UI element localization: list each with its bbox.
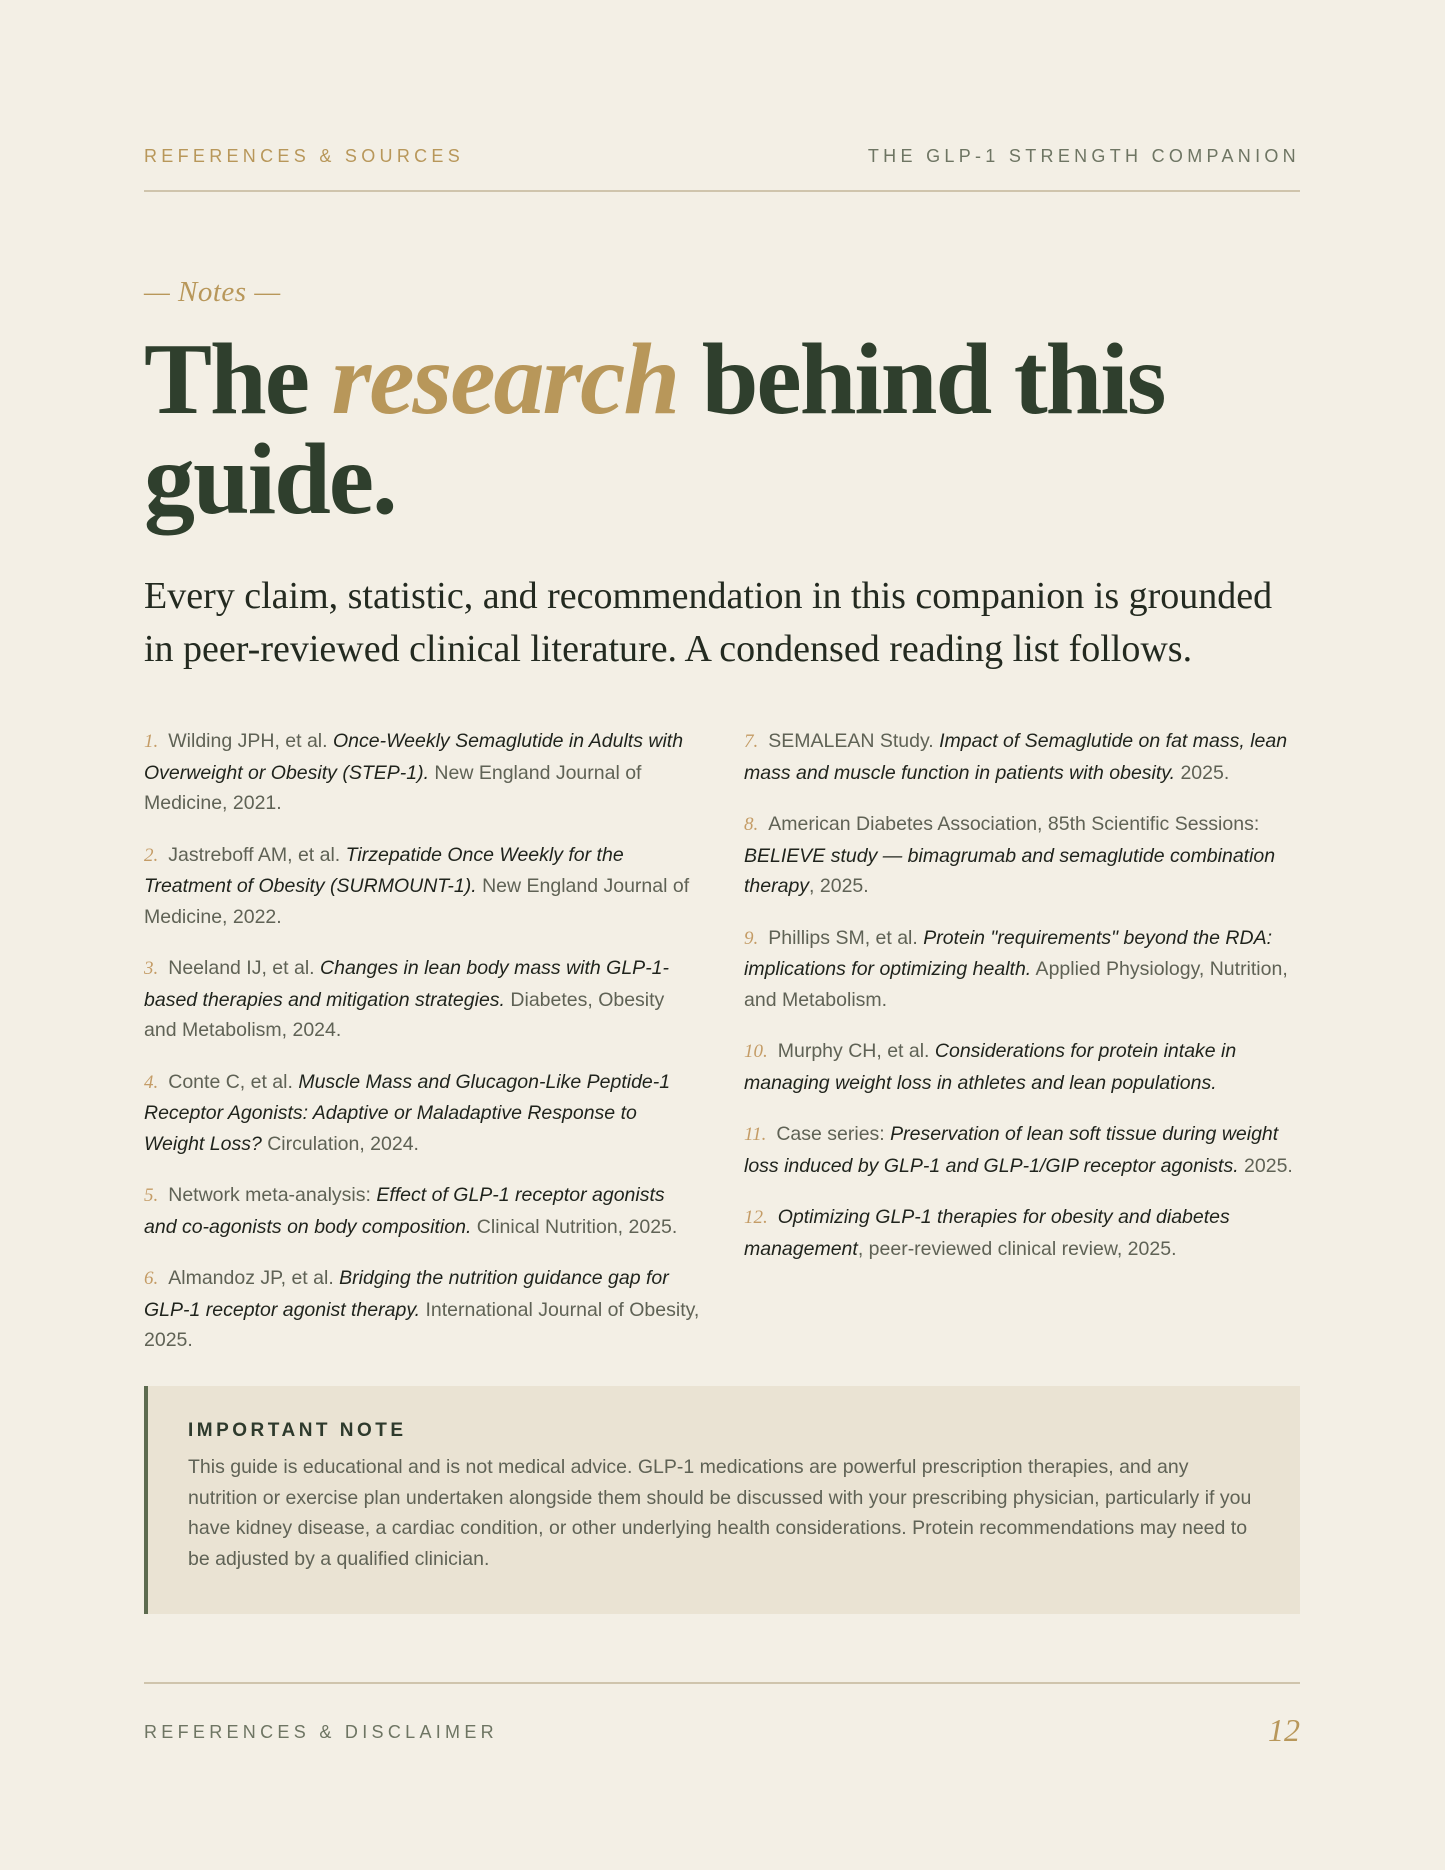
reference-item	[744, 726, 1300, 788]
footer-divider	[144, 1682, 1300, 1684]
reference-number: 9.	[744, 927, 759, 949]
important-note-callout	[144, 1386, 1300, 1614]
reference-source: Circulation, 2024.	[261, 1132, 419, 1155]
reference-item	[744, 923, 1300, 1016]
running-header	[144, 146, 1300, 167]
reference-number: 11.	[744, 1124, 767, 1145]
reference-column-right	[744, 726, 1300, 1377]
reference-item	[144, 1180, 700, 1242]
reference-source: New England Journal of Medicine, 2022.	[144, 875, 690, 928]
title-part-after: behind this guide.	[144, 323, 1165, 536]
reference-title: Once-Weekly Semaglutide in Adults with Overweight or Obesity (STEP-1).	[144, 730, 684, 784]
reference-title: Optimizing GLP-1 therapies for obesity and diabetes management	[744, 1206, 1230, 1260]
reference-title: Protein "requirements" beyond the RDA: implications for optimizing health.	[744, 926, 1273, 980]
title-part-before: The	[144, 323, 332, 436]
reference-number: 3.	[144, 958, 159, 979]
reference-item	[744, 1036, 1300, 1098]
reference-item	[144, 726, 700, 819]
reference-source: Applied Physiology, Nutrition, and Metabolism.	[744, 958, 1288, 1011]
reference-list	[144, 726, 1300, 1377]
reference-source: Diabetes, Obesity and Metabolism, 2024.	[144, 988, 665, 1041]
reference-author: Almandoz JP, et al.	[168, 1267, 340, 1289]
reference-title: BELIEVE study — bimagrumab and semaglutide combination therapy	[744, 844, 1276, 897]
page-number: 12	[1268, 1712, 1300, 1748]
reference-author: Phillips SM, et al.	[768, 926, 924, 949]
reference-title: Muscle Mass and Glucagon-Like Peptide-1 Receptor Agonists: Adaptive or Maladaptive Response to Weight Loss?	[144, 1070, 671, 1155]
reference-number: 10.	[744, 1041, 768, 1062]
reference-source: 2025.	[1175, 761, 1230, 784]
reference-author: Jastreboff AM, et al.	[168, 843, 346, 866]
note-body: This guide is educational and is not medical advice. GLP-1 medications are powerful prescription therapies, and any nutrition or exercise plan undertaken alongside them should be discussed with your prescribing physician, particularly if you have kidney disease, a cardiac condition, or other underlying health considerations. Protein recommendations may need to be adjusted by a qualified clinician.	[188, 1456, 1252, 1570]
reference-title: Tirzepatide Once Weekly for the Treatment of Obesity (SURMOUNT-1).	[144, 843, 624, 897]
reference-item	[144, 953, 700, 1046]
reference-author: Conte C, et al.	[168, 1070, 299, 1093]
reference-title: Bridging the nutrition guidance gap for GLP-1 receptor agonist therapy.	[144, 1267, 669, 1321]
reference-item	[744, 809, 1300, 902]
header-section-label: REFERENCES & SOURCES	[144, 146, 465, 166]
reference-author: Neeland IJ, et al.	[168, 957, 321, 979]
reference-item	[144, 1263, 700, 1356]
reference-author: American Diabetes Association, 85th Scientific Sessions:	[768, 813, 1260, 835]
reference-item	[744, 1202, 1300, 1264]
header-book-title: THE GLP-1 STRENGTH COMPANION	[867, 146, 1300, 166]
reference-number: 7.	[744, 731, 759, 752]
reference-author: Wilding JPH, et al.	[168, 730, 333, 752]
reference-author: SEMALEAN Study.	[768, 730, 940, 752]
reference-item	[144, 840, 700, 933]
reference-source: , peer-reviewed clinical review, 2025.	[857, 1237, 1177, 1260]
reference-title: Considerations for protein intake in managing weight loss in athletes and lean populations.	[744, 1040, 1237, 1094]
reference-number: 12.	[744, 1207, 768, 1228]
page	[144, 0, 1300, 1870]
reference-author: Case series:	[776, 1123, 891, 1145]
header-divider	[144, 190, 1300, 192]
note-heading: IMPORTANT NOTE	[188, 1420, 407, 1441]
reference-source: International Journal of Obesity, 2025.	[144, 1298, 700, 1351]
reference-column-left	[144, 726, 700, 1377]
reference-number: 6.	[144, 1268, 159, 1289]
reference-source: New England Journal of Medicine, 2021.	[144, 761, 642, 814]
reference-number: 8.	[744, 814, 759, 835]
reference-source: 2025.	[1238, 1154, 1293, 1177]
page-title	[144, 323, 1300, 536]
intro-paragraph: Every claim, statistic, and recommendation in this companion is grounded in peer-reviewed clinical literature. A condensed reading list follows.	[144, 575, 1273, 670]
reference-item	[744, 1119, 1300, 1181]
reference-number: 2.	[144, 844, 159, 866]
reference-author: Murphy CH, et al.	[777, 1040, 935, 1062]
reference-item	[144, 1067, 700, 1160]
reference-number: 5.	[144, 1185, 159, 1206]
section-eyebrow: — Notes —	[144, 276, 281, 308]
reference-number: 1.	[144, 731, 159, 752]
title-accent-word: research	[331, 323, 679, 436]
reference-number: 4.	[144, 1071, 159, 1093]
reference-title: Effect of GLP-1 receptor agonists and co-agonists on body composition.	[144, 1184, 665, 1238]
footer-label: REFERENCES & DISCLAIMER	[144, 1722, 498, 1742]
reference-source: Clinical Nutrition, 2025.	[471, 1215, 678, 1238]
reference-title: Changes in lean body mass with GLP-1-based therapies and mitigation strategies.	[144, 957, 670, 1011]
reference-source: , 2025.	[809, 875, 869, 897]
reference-title: Impact of Semaglutide on fat mass, lean mass and muscle function in patients with obesity.	[744, 730, 1288, 784]
reference-title: Preservation of lean soft tissue during weight loss induced by GLP-1 and GLP-1/GIP receptor agonists.	[744, 1123, 1279, 1177]
reference-author: Network meta-analysis:	[168, 1184, 377, 1206]
